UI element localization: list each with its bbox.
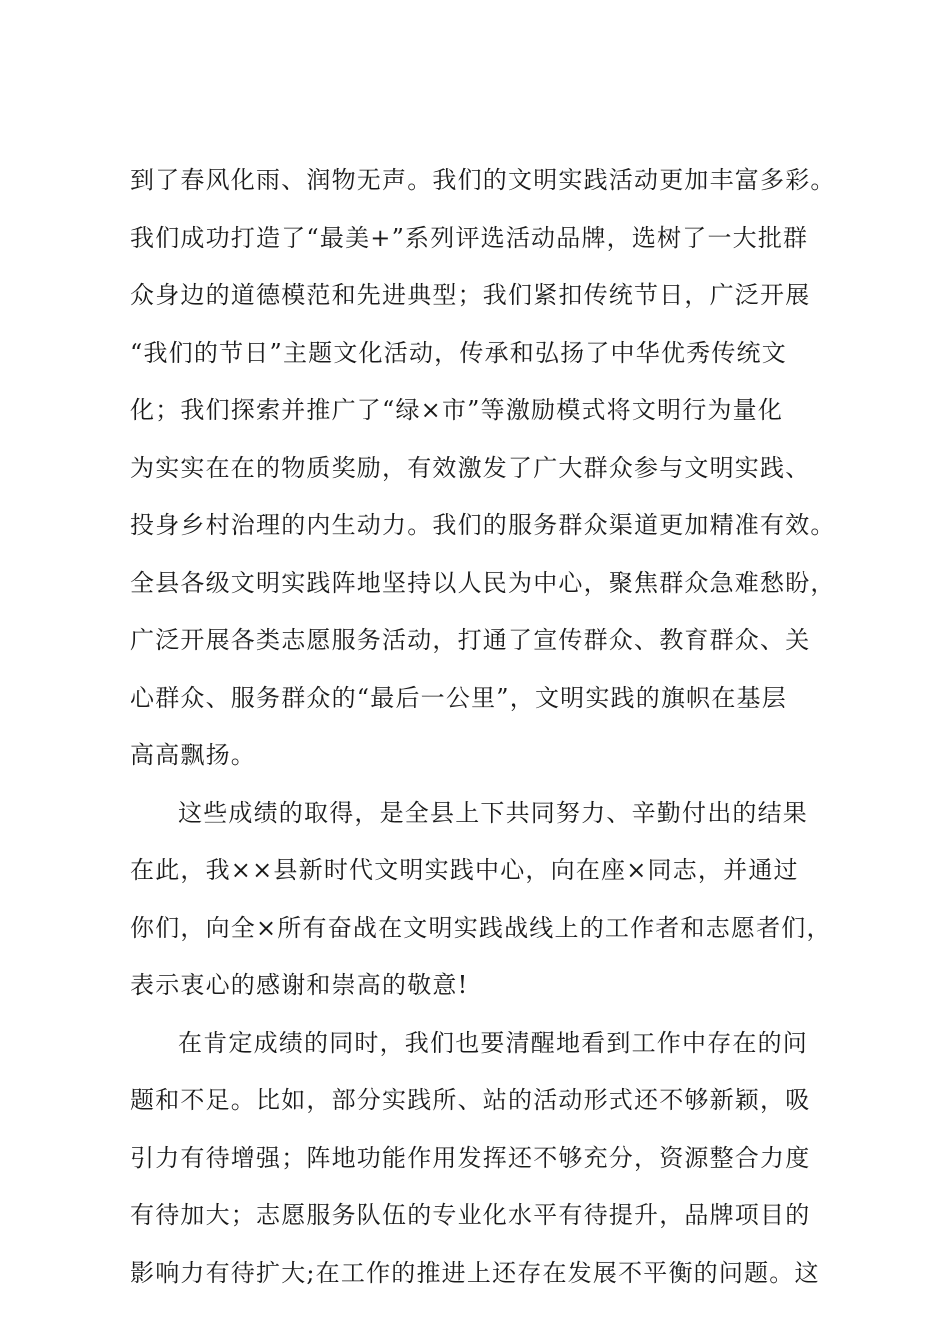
text-line: 全县各级文明实践阵地坚持以人民为中心，聚焦群众急难愁盼， xyxy=(130,569,836,597)
text-line: 为实实在在的物质奖励，有效激发了广大群众参与文明实践、 xyxy=(130,454,811,482)
text-line: 有待加大；志愿服务队伍的专业化水平有待提升，品牌项目的 xyxy=(130,1201,811,1229)
text-line: 投身乡村治理的内生动力。我们的服务群众渠道更加精准有效。 xyxy=(130,511,836,539)
text-line: 到了春风化雨、润物无声。我们的文明实践活动更加丰富多彩。 xyxy=(130,166,836,194)
text-line: 影响力有待扩大;在工作的推进上还存在发展不平衡的问题。这 xyxy=(130,1259,820,1287)
text-line: 你们，向全×所有奋战在文明实践战线上的工作者和志愿者们， xyxy=(130,914,832,942)
paragraph-first-line: 这些成绩的取得，是全县上下共同努力、辛勤付出的结果 xyxy=(178,799,808,827)
text-line: 高高飘扬。 xyxy=(130,741,256,769)
text-line: 化；我们探索并推广了“绿×市”等激励模式将文明行为量化 xyxy=(130,396,784,424)
text-line: 心群众、服务群众的“最后一公里”，文明实践的旗帜在基层 xyxy=(130,684,787,712)
text-line: 题和不足。比如，部分实践所、站的活动形式还不够新颖，吸 xyxy=(130,1086,811,1114)
text-line: “我们的节日”主题文化活动，传承和弘扬了中华优秀传统文 xyxy=(130,339,787,367)
text-line: 在此，我××县新时代文明实践中心，向在座×同志，并通过 xyxy=(130,856,799,884)
text-line: 引力有待增强；阵地功能作用发挥还不够充分，资源整合力度 xyxy=(130,1144,811,1172)
text-line: 我们成功打造了“最美+”系列评选活动品牌，选树了一大批群 xyxy=(130,224,809,252)
paragraph-first-line: 在肯定成绩的同时，我们也要清醒地看到工作中存在的问 xyxy=(178,1029,808,1057)
text-line: 广泛开展各类志愿服务活动，打通了宣传群众、教育群众、关 xyxy=(130,626,811,654)
text-line: 众身边的道德模范和先进典型；我们紧扣传统节日，广泛开展 xyxy=(130,281,811,309)
text-line: 表示衷心的感谢和崇高的敬意! xyxy=(130,971,469,999)
